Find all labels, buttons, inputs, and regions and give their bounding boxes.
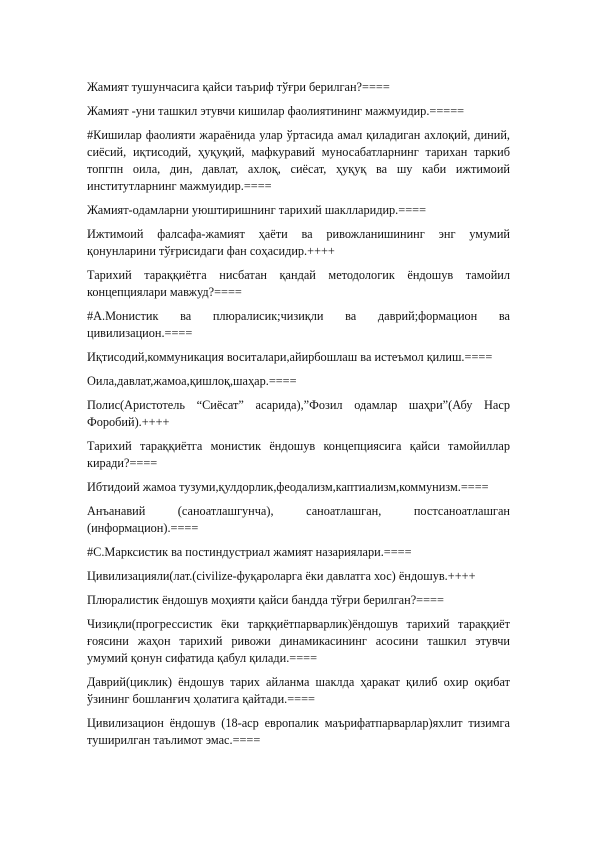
answer-paragraph: Полис(Аристотель “Сиёсат” асарида),”Фозил одамлар шаҳри”(Абу Наср Форобий).++++ <box>87 398 510 429</box>
answer-paragraph: Цивилизацион ёндошув (18-аср европалик маърифатпарварлар)яхлит тизимга туширилган таълимот эмас.==== <box>87 716 510 747</box>
answer-paragraph: Анъанавий (саноатлашгунча), саноатлашган, постсаноатлашган (информацион).==== <box>87 504 510 535</box>
question-paragraph: Жамият тушунчасига қайси таъриф тўғри берилган?==== <box>87 80 390 94</box>
question-paragraph: Плюралистик ёндошув моҳияти қайси бандда тўғри берилган?==== <box>87 593 444 607</box>
answer-paragraph: Ижтимоий фалсафа-жамият ҳаёти ва ривожланишининг энг умумий қонунларини тўғрисидаги фан соҳасидир.++++ <box>87 227 510 258</box>
answer-paragraph: Даврий(циклик) ёндошув тарих айланма шаклда ҳаракат қилиб охир оқибат ўзининг бошланғич ҳолатига қайтади.==== <box>87 675 510 706</box>
answer-paragraph: Цивилизацияли(лат.(civilize-фуқароларга ёки давлатга хос) ёндошув.++++ <box>87 569 476 583</box>
correct-answer-paragraph: #Кишилар фаолияти жараёнида улар ўртасида амал қиладиган ахлоқий, диний, сиёсий, иқтисодий, ҳуқуқий, мафкуравий муносабатларнинг тарихан таркиб топгпн оила, дин, давлат, ахлоқ, сиёсат, ҳуқуқ ва шу каби ижтимоий институтларнинг мажмуидир.==== <box>87 128 510 193</box>
correct-answer-paragraph: #С.Марксистик ва постиндустриал жамият назариялари.==== <box>87 545 412 559</box>
answer-paragraph: Жамият -уни ташкил этувчи кишилар фаолиятининг мажмуидир.===== <box>87 104 465 118</box>
document-page <box>87 79 510 756</box>
answer-paragraph: Ибтидоий жамоа тузуми,қулдорлик,феодализм,каптиализм,коммунизм.==== <box>87 480 489 494</box>
question-paragraph: Тарихий тараққиётга нисбатан қандай методологик ёндошув тамойил концепциялари мавжуд?==== <box>87 268 510 299</box>
answer-paragraph: Иқтисодий,коммуникация воситалари,айирбошлаш ва истеъмол қилиш.==== <box>87 350 493 364</box>
answer-paragraph: Чизиқли(прогрессистик ёки тарққиётпарварлик)ёндошув тарихий тараққиёт ғоясини жаҳон тарихий ривожи динамикасининг асосини ташкил этувчи умумий қонун сифатида қабул қилади.==== <box>87 617 510 665</box>
correct-answer-paragraph: #А.Монистик ва плюралисик;чизиқли ва даврий;формацион ва цивилизацион.==== <box>87 309 510 340</box>
answer-paragraph: Оила,давлат,жамоа,қишлоқ,шаҳар.==== <box>87 374 297 388</box>
question-paragraph: Тарихий тараққиётга монистик ёндошув концепциясига қайси тамойиллар киради?==== <box>87 439 510 470</box>
answer-paragraph: Жамият-одамларни уюштиришнинг тарихий шаклларидир.==== <box>87 203 426 217</box>
